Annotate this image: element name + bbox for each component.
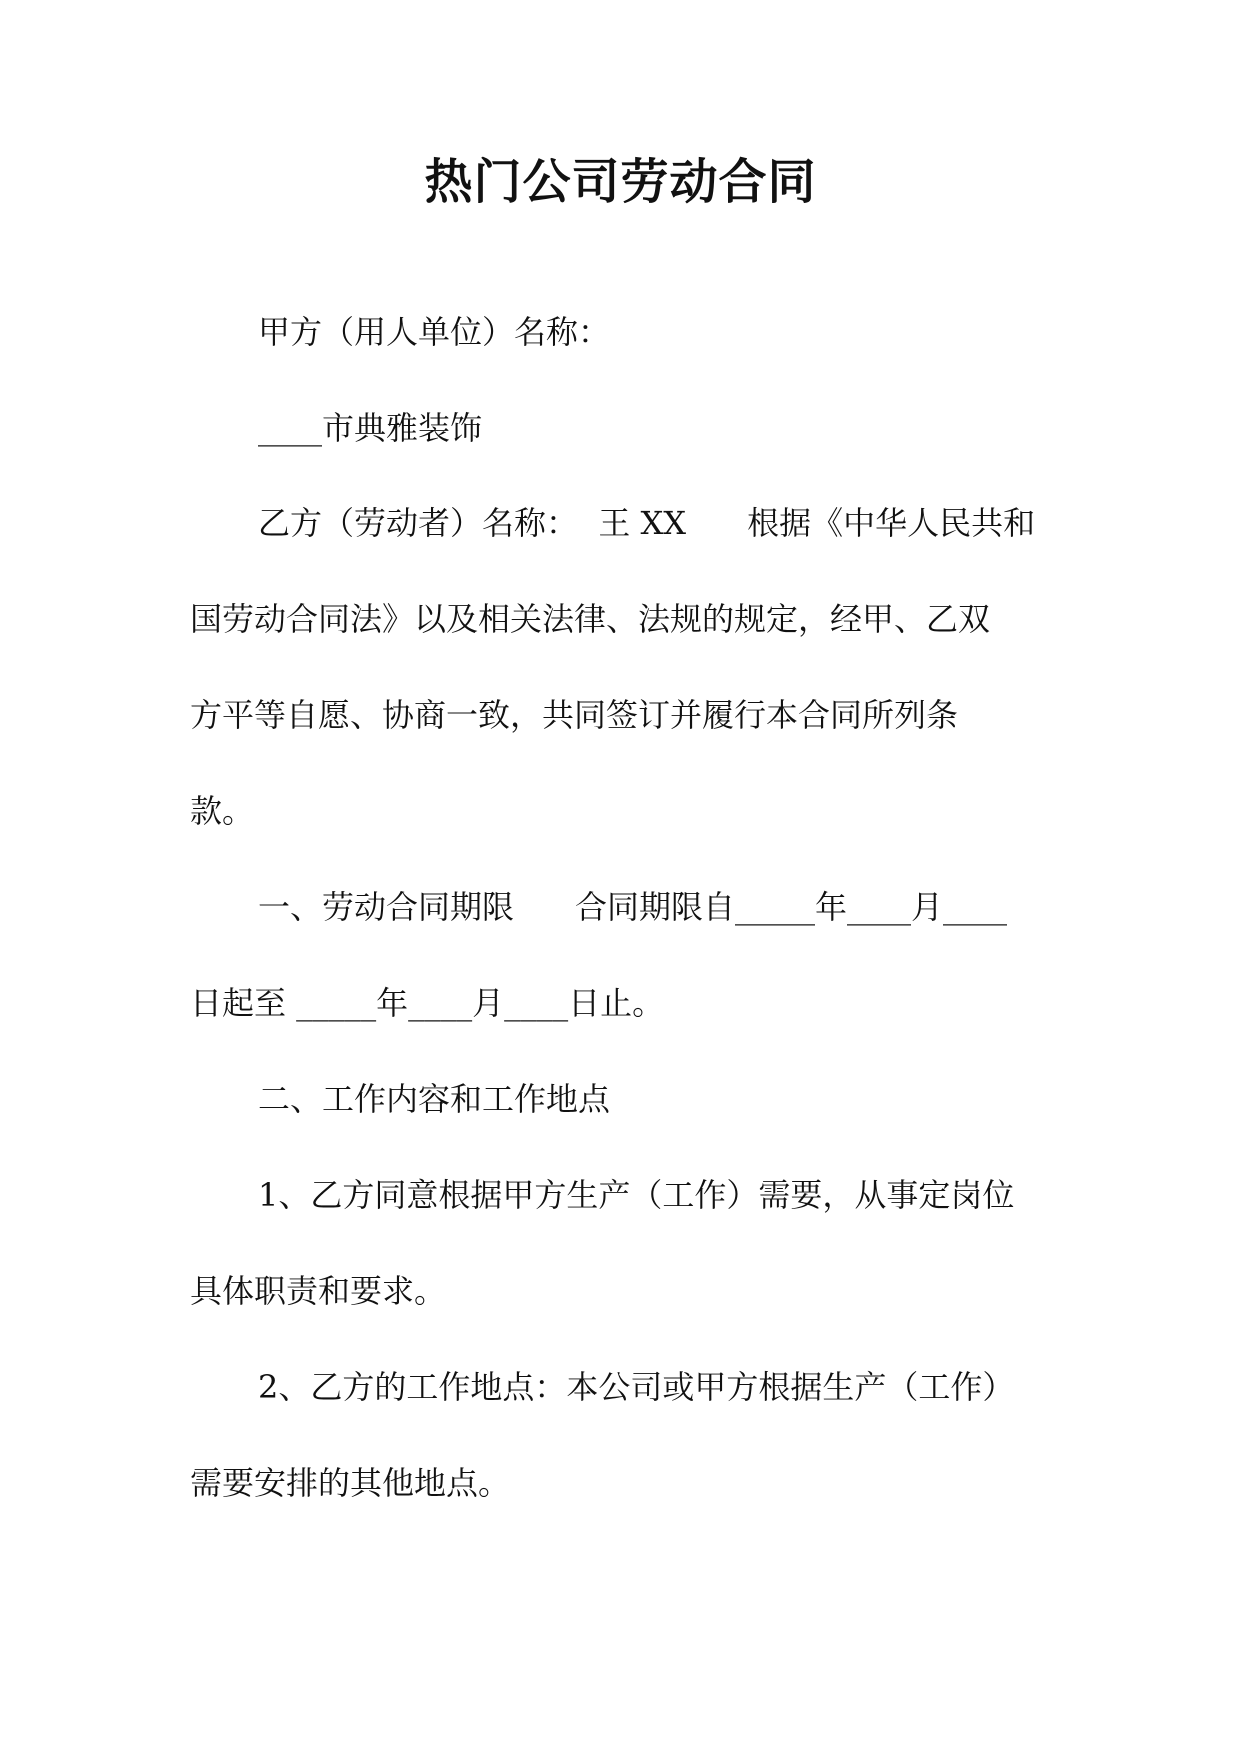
clause-1-line-1: 1、乙方同意根据甲方生产（工作）需要，从事定岗位 — [258, 1176, 1015, 1214]
party-b-line: 乙方（劳动者）名称： 王 XX 根据《中华人民共和 — [258, 504, 1036, 542]
preamble-line-3: 方平等自愿、协商一致，共同签订并履行本合同所列条 — [190, 696, 959, 734]
document-title: 热门公司劳动合同 — [424, 154, 817, 210]
preamble-line-4: 款。 — [190, 792, 255, 830]
clause-2-line-2: 需要安排的其他地点。 — [190, 1464, 511, 1502]
clause-2-line-1: 2、乙方的工作地点：本公司或甲方根据生产（工作） — [258, 1368, 1015, 1406]
section-1-line-1: 一、劳动合同期限 合同期限自_____年____月____ — [258, 888, 1008, 926]
clause-1-line-2: 具体职责和要求。 — [190, 1272, 447, 1310]
section-2-heading: 二、工作内容和工作地点 — [258, 1080, 611, 1118]
party-a-label: 甲方（用人单位）名称： — [258, 313, 611, 351]
preamble-line-2: 国劳动合同法》以及相关法律、法规的规定，经甲、乙双 — [190, 600, 991, 638]
party-a-name: ____市典雅装饰 — [258, 409, 483, 447]
section-1-line-2: 日起至 _____年____月____日止。 — [190, 984, 665, 1022]
